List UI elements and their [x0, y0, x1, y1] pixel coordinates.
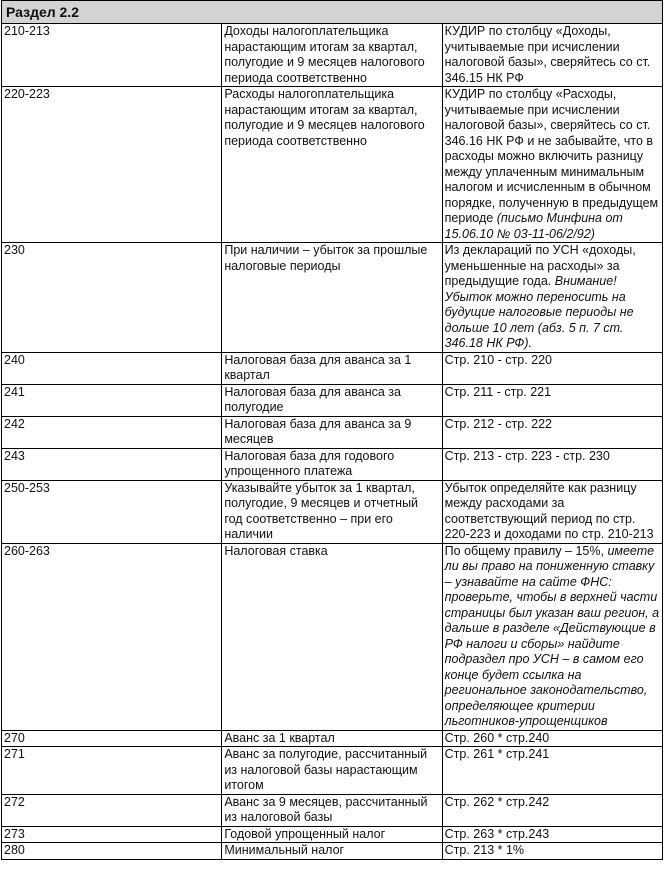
description-cell: Указывайте убыток за 1 квартал, полугодие, 9 месяцев и отчетный год соответственно – при его наличии: [222, 480, 442, 543]
description-cell: Налоговая база для аванса за полугодие: [222, 384, 442, 416]
source-text: КУДИР по столбцу «Доходы, учитываемые при исчислении налоговой базы», сверяйтесь со ст. 346.15 НК РФ: [444, 24, 651, 85]
line-number-cell: 280: [2, 843, 222, 860]
source-text: КУДИР по столбцу «Расходы, учитываемые при исчислении налоговой базы», сверяйтесь со ст. 346.16 НК РФ и не забывайте, что в расходы можно включить разницу между уплаченным минимальным налогом и исчисленным в обычном порядке, полученную в предыдущем периоде: [444, 87, 659, 225]
table-row: [2, 826, 663, 843]
source-text: Стр. 261 * стр.241: [444, 747, 550, 761]
description-cell: Аванс за 9 месяцев, рассчитанный из налоговой базы: [222, 794, 442, 826]
description-cell: Минимальный налог: [222, 843, 442, 860]
source-text: Стр. 260 * стр.240: [444, 730, 550, 745]
table-row: [2, 448, 663, 480]
table-row: [2, 794, 663, 826]
source-note-italic: (письмо Минфина от 15.06.10 № 03-11-06/2/92): [444, 211, 623, 241]
source-text: Стр. 262 * стр.242: [444, 794, 550, 809]
source-cell: [442, 384, 662, 416]
table-row: [2, 87, 663, 243]
description-cell: Налоговая база для годового упрощенного платежа: [222, 448, 442, 480]
table-row: [2, 352, 663, 384]
table-row: [2, 730, 663, 747]
line-number-cell: 240: [2, 352, 222, 384]
source-cell: [442, 794, 662, 826]
description-cell: Аванс за полугодие, рассчитанный из налоговой базы нарастающим итогом: [222, 747, 442, 795]
table-row: [2, 243, 663, 353]
section-header-row: [2, 1, 663, 24]
source-cell: [442, 543, 662, 730]
source-text: Стр. 263 * стр.243: [444, 826, 550, 841]
description-cell: Налоговая база для аванса за 9 месяцев: [222, 416, 442, 448]
line-number-cell: 271: [2, 747, 222, 795]
line-number-cell: 220-223: [2, 87, 222, 243]
source-cell: [442, 448, 662, 480]
description-cell: Налоговая база для аванса за 1 квартал: [222, 352, 442, 384]
table-row: [2, 384, 663, 416]
table-row: [2, 843, 663, 860]
source-cell: [442, 730, 662, 747]
line-number-cell: 250-253: [2, 480, 222, 543]
table-row: [2, 747, 663, 795]
description-cell: Расходы налогоплательщика нарастающим итогам за квартал, полугодие и 9 месяцев налогового периода соответственно: [222, 87, 442, 243]
source-note-italic: имеете ли вы право на пониженную ставку – узнавайте на сайте ФНС: проверьте, чтобы в верхней части страницы был указан ваш регион, а дальше в разделе «Действующие в РФ налоги и сборы» найдите подраздел про УСН – в самом его конце будет ссылка на региональное законодательство, определяющее критерии льготников-упрощенщиков: [444, 543, 660, 728]
description-cell: Налоговая ставка: [222, 543, 442, 730]
source-cell: [442, 480, 662, 543]
source-cell: [442, 243, 662, 353]
source-cell: [442, 826, 662, 843]
line-number-cell: 242: [2, 416, 222, 448]
line-number-cell: 243: [2, 448, 222, 480]
source-text: Стр. 211 - стр. 221: [444, 384, 552, 399]
section-title: Раздел 2.2: [2, 1, 663, 24]
source-cell: [442, 747, 662, 795]
description-cell: Годовой упрощенный налог: [222, 826, 442, 843]
line-number-cell: 273: [2, 826, 222, 843]
source-text: По общему правилу – 15%,: [444, 543, 604, 558]
source-text: Из деклараций по УСН «доходы, уменьшенные на расходы» за предыдущие года.: [444, 243, 636, 288]
table-row: [2, 480, 663, 543]
document-page: [1, 0, 663, 860]
source-text: Стр. 210 - стр. 220: [444, 352, 552, 367]
source-text: Стр. 213 * 1%: [444, 843, 525, 857]
line-number-cell: 260-263: [2, 543, 222, 730]
source-note-italic: Внимание! Убыток можно переносить на будущие налоговые периоды не дольше 10 лет (абз. 5 п. 7 ст. 346.18 НК РФ).: [444, 274, 634, 350]
line-number-cell: 272: [2, 794, 222, 826]
table-row: [2, 416, 663, 448]
line-number-cell: 241: [2, 384, 222, 416]
description-cell: При наличии – убыток за прошлые налоговые периоды: [222, 243, 442, 353]
line-number-cell: 230: [2, 243, 222, 353]
source-text: Стр. 212 - стр. 222: [444, 416, 552, 431]
description-cell: Аванс за 1 квартал: [222, 730, 442, 747]
source-cell: [442, 24, 662, 87]
source-cell: [442, 87, 662, 243]
description-cell: Доходы налогоплательщика нарастающим итогам за квартал, полугодие и 9 месяцев налогового периода соответственно: [222, 24, 442, 87]
table-row: [2, 543, 663, 730]
source-cell: [442, 352, 662, 384]
source-cell: [442, 416, 662, 448]
table-row: [2, 24, 663, 87]
line-number-cell: 270: [2, 730, 222, 747]
table-body: [2, 24, 663, 860]
source-cell: [442, 843, 662, 860]
source-text: Стр. 213 - стр. 223 - стр. 230: [444, 448, 610, 463]
line-number-cell: 210-213: [2, 24, 222, 87]
section-table: [1, 0, 663, 860]
source-text: Убыток определяйте как разницу между расходами за соответствующий период по стр. 220-223 и доходами по стр. 210-213: [444, 480, 654, 541]
